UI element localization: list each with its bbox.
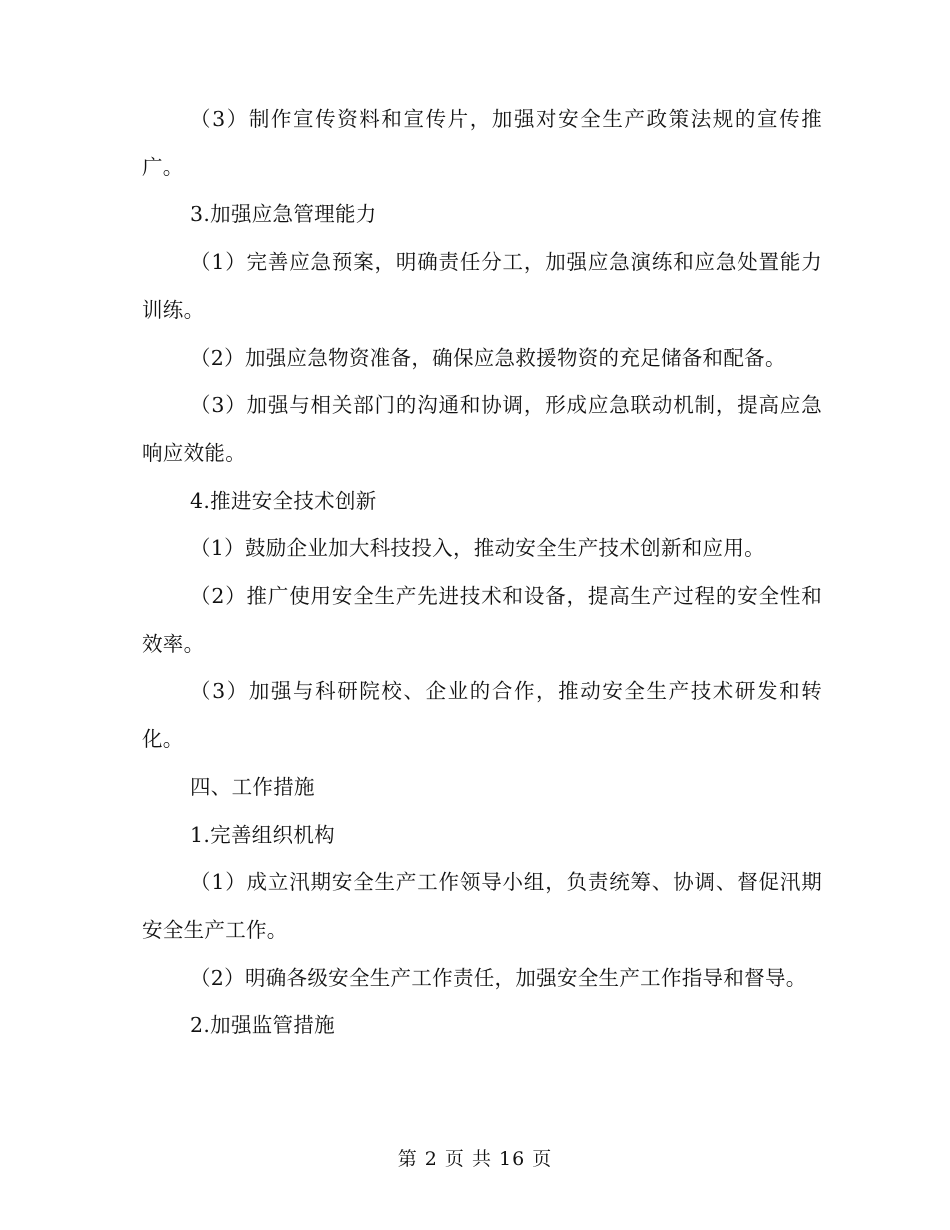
heading-emergency-management: 3.加强应急管理能力 — [190, 202, 377, 227]
paragraph-tech-investment: （1）鼓励企业加大科技投入，推动安全生产技术创新和应用。 — [190, 536, 765, 561]
paragraph-responsibility: （2）明确各级安全生产工作责任，加强安全生产工作指导和督导。 — [190, 965, 807, 990]
heading-work-measures: 四、工作措施 — [190, 774, 315, 799]
paragraph-publicity-materials: （3）制作宣传资料和宣传片，加强对安全生产政策法规的宣传推广。 — [142, 107, 822, 179]
document-body — [142, 96, 822, 1050]
paragraph-research-cooperation: （3）加强与科研院校、企业的合作，推动安全生产技术研发和转化。 — [142, 679, 822, 752]
heading-organization: 1.完善组织机构 — [190, 822, 335, 847]
page-number-footer: 第 2 页 共 16 页 — [397, 1148, 553, 1170]
paragraph-advanced-equipment: （2）推广使用安全生产先进技术和设备，提高生产过程的安全性和效率。 — [142, 584, 822, 656]
paragraph-emergency-supplies: （2）加强应急物资准备，确保应急救援物资的充足储备和配备。 — [190, 345, 786, 370]
paragraph-emergency-coordination: （3）加强与相关部门的沟通和协调，形成应急联动机制，提高应急响应效能。 — [142, 393, 822, 465]
heading-supervision: 2.加强监管措施 — [190, 1013, 335, 1038]
heading-safety-innovation: 4.推进安全技术创新 — [190, 488, 377, 513]
paragraph-emergency-plan: （1）完善应急预案，明确责任分工，加强应急演练和应急处置能力训练。 — [142, 250, 822, 322]
paragraph-leadership-group: （1）成立汛期安全生产工作领导小组，负责统筹、协调、督促汛期安全生产工作。 — [142, 870, 822, 942]
